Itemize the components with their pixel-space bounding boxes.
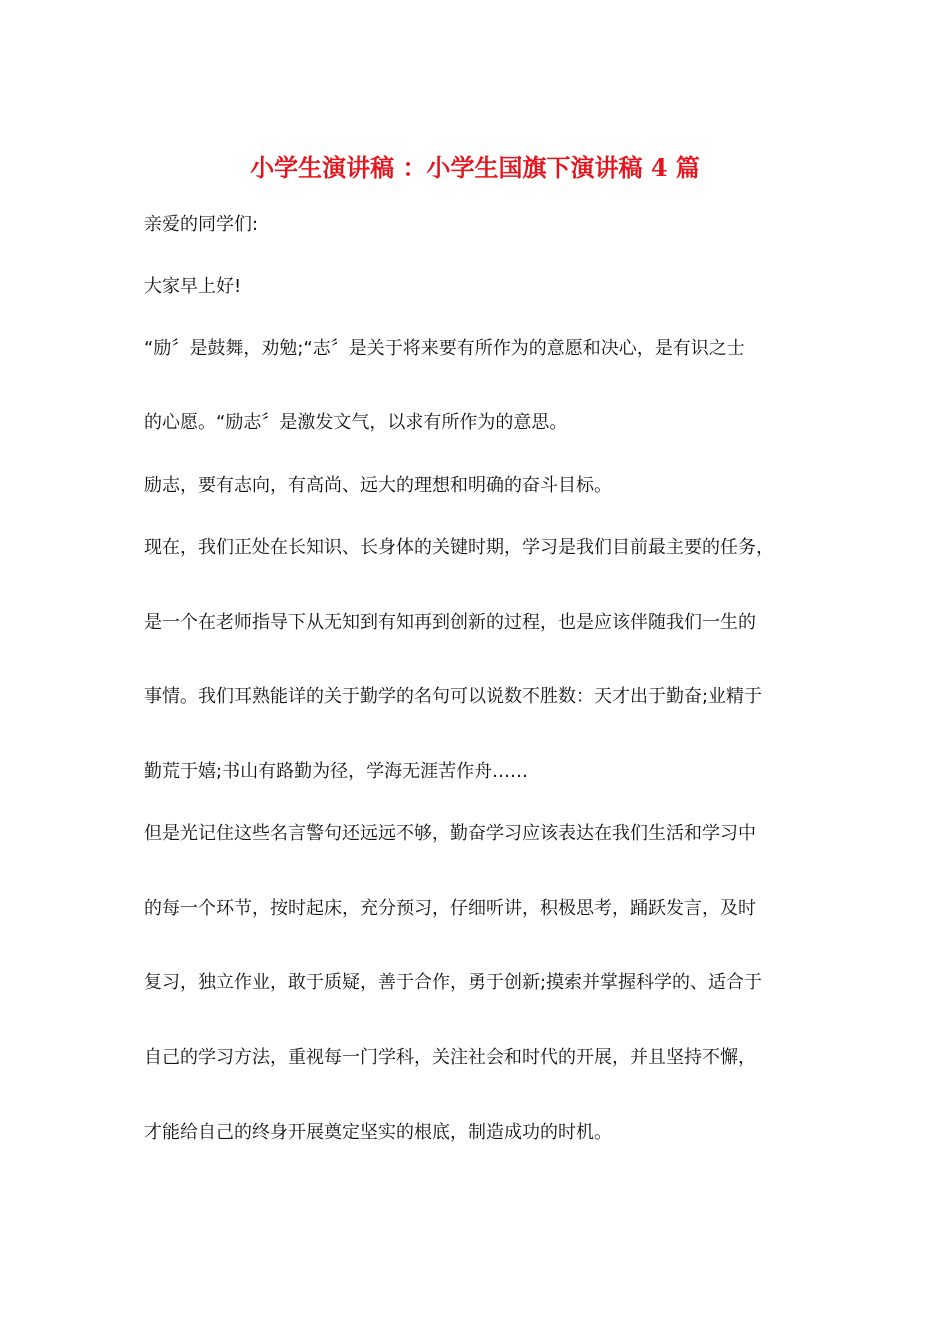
text-line: 才能给自己的终身开展奠定坚实的根底，制造成功的时机。 xyxy=(144,1122,612,1143)
text-line: 是一个在老师指导下从无知到有知再到创新的过程，也是应该伴随我们一生的 xyxy=(144,612,756,633)
text-line: 励志，要有志向，有高尚、远大的理想和明确的奋斗目标。 xyxy=(144,475,612,496)
document-title: 小学生演讲稿 ：小学生国旗下演讲稿 4 篇 xyxy=(250,153,700,182)
text-line-greeting: 亲爱的同学们: xyxy=(144,214,259,235)
text-line: 的每一个环节，按时起床，充分预习，仔细听讲，积极思考，踊跃发言，及时 xyxy=(144,898,756,919)
text-line: 但是光记住这些名言警句还远远不够，勤奋学习应该表达在我们生活和学习中 xyxy=(144,823,756,844)
text-line-good-morning: 大家早上好! xyxy=(144,276,242,297)
text-line: 事情。我们耳熟能详的关于勤学的名句可以说数不胜数：天才出于勤奋;业精于 xyxy=(144,686,763,707)
text-line: 现在，我们正处在长知识、长身体的关键时期，学习是我们目前最主要的任务， xyxy=(144,537,774,558)
text-line: 勤荒于嬉;书山有路勤为径，学海无涯苦作舟…… xyxy=(144,761,529,782)
text-line: 复习，独立作业，敢于质疑，善于合作，勇于创新;摸索并掌握科学的、适合于 xyxy=(144,972,763,993)
text-line: “励〞是鼓舞，劝勉;“志〞是关于将来要有所作为的意愿和决心，是有识之士 xyxy=(144,338,745,359)
text-line: 自己的学习方法，重视每一门学科，关注社会和时代的开展，并且坚持不懈， xyxy=(144,1047,756,1068)
text-line: 的心愿。“励志〞是激发文气，以求有所作为的意思。 xyxy=(144,412,568,433)
